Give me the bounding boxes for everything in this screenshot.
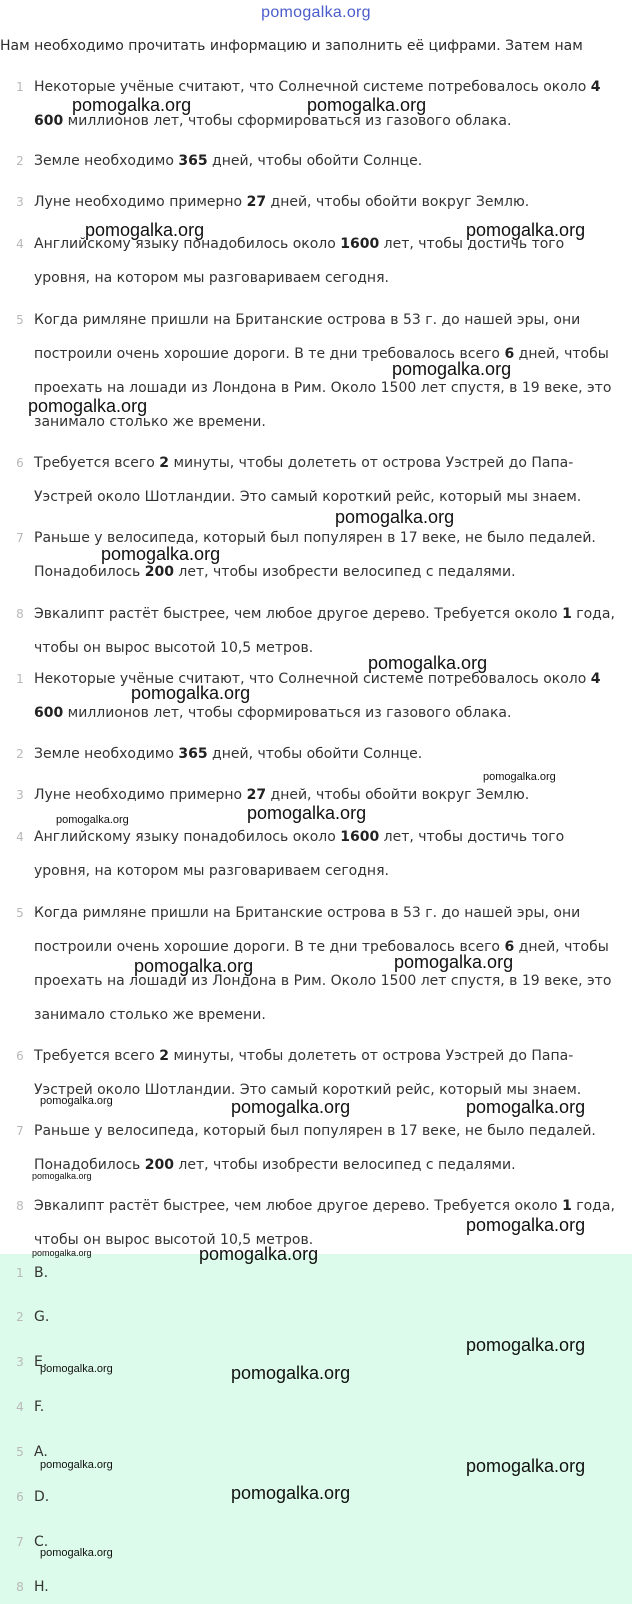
item-number: 4 <box>16 237 24 251</box>
answer-row <box>0 1572 632 1602</box>
watermark: pomogalka.org <box>231 1363 351 1383</box>
watermark: pomogalka.org <box>32 1248 92 1258</box>
item-text: Земле необходимо 365 дней, чтобы обойти Солнце. <box>34 153 423 169</box>
watermark: pomogalka.org <box>247 803 367 823</box>
watermark: pomogalka.org <box>40 1547 113 1559</box>
answer-number: 4 <box>16 1400 24 1414</box>
watermark: pomogalka.org <box>392 359 512 379</box>
answer-number: 1 <box>16 1266 24 1280</box>
item-text: Земле необходимо 365 дней, чтобы обойти Солнце. <box>34 746 423 762</box>
watermark: pomogalka.org <box>466 1097 586 1117</box>
item-number: 1 <box>16 672 24 686</box>
answer-number: 2 <box>16 1310 24 1324</box>
answer-letter: C. <box>34 1534 49 1550</box>
item-text: Некоторые учёные считают, что Солнечной системе потребовалось около 4 600 миллионов лет, чтобы сформироваться из газового облака. <box>34 79 601 129</box>
item-text: Эвкалипт растёт быстрее, чем любое другое дерево. Требуется около 1 года, чтобы он вырос высотой 10,5 метров. <box>34 1198 615 1248</box>
answer-number: 6 <box>16 1490 24 1504</box>
item-text: Раньше у велосипеда, который был популярен в 17 веке, не было педалей. Понадобилось 200 лет, чтобы изобрести велосипед с педалями. <box>34 530 596 580</box>
item-text: Некоторые учёные считают, что Солнечной системе потребовалось около 4 600 миллионов лет, чтобы сформироваться из газового облака. <box>34 671 601 721</box>
watermark: pomogalka.org <box>32 1171 92 1181</box>
item-number: 1 <box>16 80 24 94</box>
answer-letter: H. <box>34 1579 49 1595</box>
answer-letter: E. <box>34 1354 48 1370</box>
watermark: pomogalka.org <box>199 1244 319 1264</box>
watermark: pomogalka.org <box>56 814 129 826</box>
answer-row <box>0 1302 632 1332</box>
item-number: 8 <box>16 607 24 621</box>
item-number: 8 <box>16 1199 24 1213</box>
watermark: pomogalka.org <box>231 1097 351 1117</box>
item-number: 5 <box>16 313 24 327</box>
item-number: 7 <box>16 531 24 545</box>
watermark: pomogalka.org <box>40 1459 113 1471</box>
watermark: pomogalka.org <box>307 95 427 115</box>
watermark: pomogalka.org <box>466 1335 586 1355</box>
item-number: 7 <box>16 1124 24 1138</box>
item-text: Когда римляне пришли на Британские острова в 53 г. до нашей эры, они построили очень хорошие дороги. В те дни требовалось всего 6 дней, чтобы проехать на лошади из Лондона в Рим. Около 1500 лет спустя, в 19 веке, это занимало столько же времени. <box>34 312 612 430</box>
answer-number: 8 <box>16 1580 24 1594</box>
item-number: 6 <box>16 1049 24 1063</box>
item-number: 2 <box>16 747 24 761</box>
item-number: 3 <box>16 195 24 209</box>
watermark: pomogalka.org <box>72 95 192 115</box>
watermark: pomogalka.org <box>368 653 488 673</box>
item-text: Раньше у велосипеда, который был популярен в 17 веке, не было педалей. Понадобилось 200 лет, чтобы изобрести велосипед с педалями. <box>34 1123 596 1173</box>
site-logo[interactable]: pomogalka.org <box>261 4 371 21</box>
watermark: pomogalka.org <box>28 396 148 416</box>
watermark: pomogalka.org <box>131 683 251 703</box>
answer-row <box>0 1392 632 1422</box>
item-text: Требуется всего 2 минуты, чтобы долететь от острова Уэстрей до Папа-Уэстрей около Шотландии. Это самый короткий рейс, который мы знаем. <box>34 455 582 505</box>
item-text: Когда римляне пришли на Британские острова в 53 г. до нашей эры, они построили очень хорошие дороги. В те дни требовалось всего 6 дней, чтобы проехать на лошади из Лондона в Рим. Около 1500 лет спустя, в 19 веке, это занимало столько же времени. <box>34 905 612 1023</box>
answer-letter: B. <box>34 1265 49 1281</box>
item-text: Луне необходимо примерно 27 дней, чтобы обойти вокруг Землю. <box>34 194 530 210</box>
answer-letter: F. <box>34 1399 45 1415</box>
watermark: pomogalka.org <box>101 544 221 564</box>
answer-letter: G. <box>34 1309 50 1325</box>
watermark: pomogalka.org <box>394 952 514 972</box>
item-text: Английскому языку понадобилось около 1600 лет, чтобы достичь того уровня, на котором мы разговариваем сегодня. <box>34 236 565 286</box>
watermark: pomogalka.org <box>40 1363 113 1375</box>
answer-number: 5 <box>16 1445 24 1459</box>
item-number: 4 <box>16 830 24 844</box>
answer-number: 7 <box>16 1535 24 1549</box>
watermark: pomogalka.org <box>483 771 556 783</box>
item-text: Луне необходимо примерно 27 дней, чтобы обойти вокруг Землю. <box>34 787 530 803</box>
watermark: pomogalka.org <box>40 1095 113 1107</box>
watermark: pomogalka.org <box>335 507 455 527</box>
intro-text: Нам необходимо прочитать информацию и заполнить её цифрами. Затем нам <box>0 38 583 54</box>
item-number: 3 <box>16 788 24 802</box>
item-number: 2 <box>16 154 24 168</box>
item-number: 6 <box>16 456 24 470</box>
item-text: Английскому языку понадобилось около 1600 лет, чтобы достичь того уровня, на котором мы разговариваем сегодня. <box>34 829 565 879</box>
answer-letter: D. <box>34 1489 50 1505</box>
answer-letter: A. <box>34 1444 48 1460</box>
item-number: 5 <box>16 906 24 920</box>
watermark: pomogalka.org <box>466 1215 586 1235</box>
item-text: Требуется всего 2 минуты, чтобы долететь от острова Уэстрей до Папа-Уэстрей около Шотландии. Это самый короткий рейс, который мы знаем. <box>34 1048 582 1098</box>
watermark: pomogalka.org <box>466 220 586 240</box>
watermark: pomogalka.org <box>466 1456 586 1476</box>
watermark: pomogalka.org <box>231 1483 351 1503</box>
answer-number: 3 <box>16 1355 24 1369</box>
watermark: pomogalka.org <box>85 220 205 240</box>
watermark: pomogalka.org <box>134 956 254 976</box>
item-text: Эвкалипт растёт быстрее, чем любое другое дерево. Требуется около 1 года, чтобы он вырос высотой 10,5 метров. <box>34 606 615 656</box>
